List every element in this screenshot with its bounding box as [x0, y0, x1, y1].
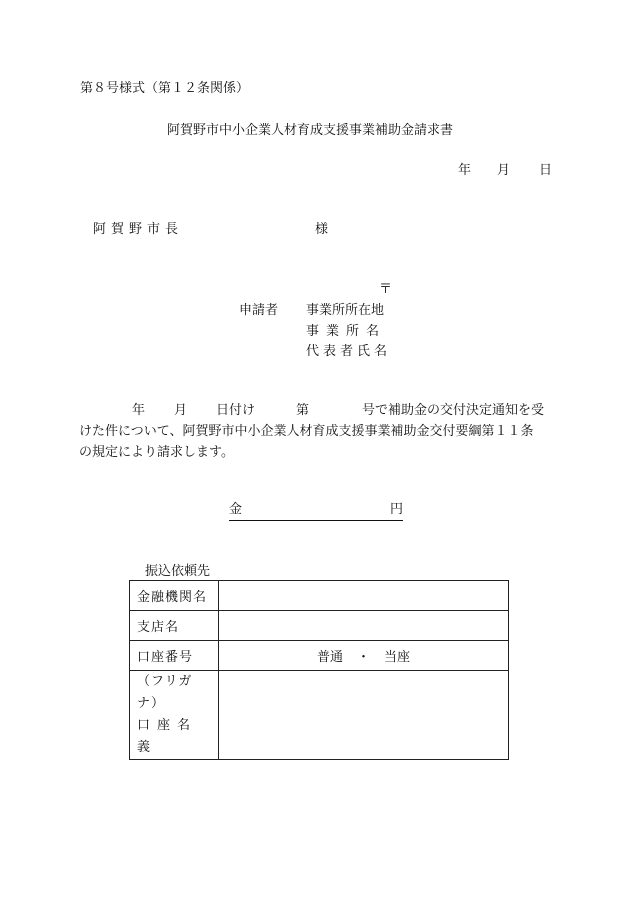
branch-value-cell[interactable]: [219, 611, 509, 641]
representative-name-label: 代表者氏名: [306, 344, 392, 359]
form-number: 第８号様式（第１２条関係）: [80, 81, 250, 96]
body-line3: の規定により請求します。: [79, 445, 234, 460]
table-row: [130, 611, 509, 641]
account-holder-label: 口座名義: [137, 718, 198, 755]
postal-code-mark: 〒: [379, 282, 393, 297]
table-row: [130, 671, 509, 760]
institution-value-cell[interactable]: [219, 581, 509, 611]
account-number-label: 口座番号: [130, 641, 219, 671]
branch-label: 支店名: [130, 611, 219, 641]
date-day-label: 日: [539, 163, 553, 178]
date-month-label: 月: [497, 163, 511, 178]
office-name-label: 事業所名: [306, 324, 387, 339]
account-type-separator: ・: [356, 650, 370, 665]
account-type-cell[interactable]: [219, 641, 509, 671]
body-line1-rest: 号で補助金の交付決定通知を受: [362, 403, 545, 418]
body-number-prefix: 第: [296, 403, 310, 418]
amount-line: [229, 503, 403, 521]
table-row: [130, 641, 509, 671]
body-month-label: 月: [174, 403, 188, 418]
document-title: 阿賀野市中小企業人材育成支援事業補助金請求書: [167, 123, 454, 138]
account-holder-label-cell: [130, 671, 219, 760]
body-line2: けた件について、阿賀野市中小企業人材育成支援事業補助金交付要綱第１１条: [79, 424, 534, 439]
office-address-label: 事業所所在地: [306, 303, 385, 318]
bank-transfer-table: [129, 580, 509, 760]
institution-label: 金融機関名: [130, 581, 219, 611]
account-type-current[interactable]: 当座: [384, 650, 411, 665]
amount-suffix: 円: [389, 502, 403, 517]
body-dated-label: 日付け: [216, 403, 256, 418]
furigana-label: （フリガナ）: [137, 674, 193, 711]
addressee-name: 阿賀野市長: [93, 222, 184, 237]
table-row: [130, 581, 509, 611]
date-year-label: 年: [458, 163, 472, 178]
account-holder-value-cell[interactable]: [219, 671, 509, 760]
applicant-label: 申請者: [239, 303, 279, 318]
bank-transfer-caption: 振込依頼先: [145, 564, 211, 579]
account-type-ordinary[interactable]: 普通: [316, 650, 343, 665]
amount-prefix: 金: [229, 502, 243, 517]
addressee-honorific: 様: [315, 222, 329, 237]
body-year-label: 年: [132, 403, 146, 418]
